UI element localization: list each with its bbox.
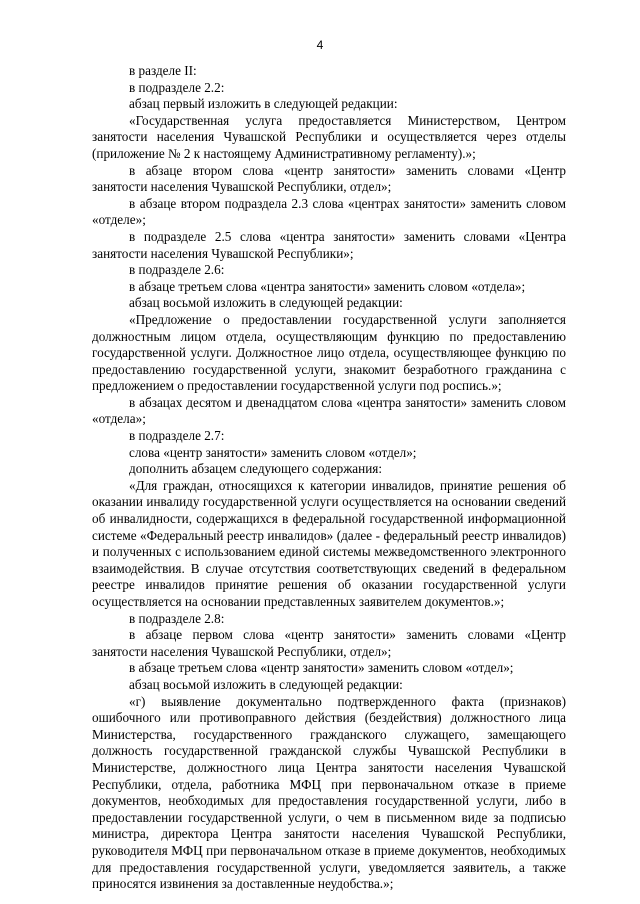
paragraph: «г) выявление документально подтвержденного факта (признаков) ошибочного или противоправного действия (бездействия) должностного лица Министерства, государственного гражданского служащего, замещающего должность государственной гражданской службы Чувашской Республики в Министерстве, должностного лица Центра занятости населения Чувашской Республики, отдела, работника МФЦ при первоначальном отказе в приеме документов, необходимых для предоставления государственной услуги, либо в предоставлении государственной услуги, о чем в письменном виде за подписью министра, директора Центра занятости населения Чувашской Республики, руководителя МФЦ при первоначальном отказе в приеме документов, необходимых для предоставления государственной услуги, уведомляется заявитель, а также приносятся извинения за доставленные неудобства.»; (92, 693, 566, 892)
paragraph: в абзаце первом слова «центр занятости» заменить словами «Центр занятости населения Чувашской Республики, отдел»; (92, 627, 566, 659)
paragraph: в абзацах десятом и двенадцатом слова «центра занятости» заменить словом «отдела»; (92, 394, 566, 427)
paragraph: «Государственная услуга предоставляется Министерством, Центром занятости населения Чувашской Республики и осуществляется через отделы (приложение № 2 к настоящему Административному регламенту).»; (92, 112, 566, 161)
paragraph: в подразделе 2.7: (129, 428, 225, 444)
paragraph: в абзаце втором слова «центр занятости» заменить словами «Центр занятости населения Чувашской Республики, отдел»; (92, 162, 566, 195)
paragraph: «Для граждан, относящихся к категории инвалидов, принятие решения об оказании инвалиду государственной услуги осуществляется на основании сведений об инвалидности, содержащихся в федеральной государственной информационной системе «Федеральный реестр инвалидов» (далее - федеральный реестр инвалидов) и полученных с использованием единой системы межведомственного электронного взаимодействия. В случае отсутствия соответствующих сведений в федеральном реестре инвалидов принятие решения об оказании государственной услуги осуществляется на основании представленных заявителем документов.»; (92, 477, 566, 609)
paragraph: в подразделе 2.5 слова «центра занятости» заменить словами «Центра занятости населения Чувашской Республики»; (92, 228, 566, 261)
paragraph: слова «центр занятости» заменить словом «отдел»; (129, 444, 417, 460)
paragraph: дополнить абзацем следующего содержания: (129, 461, 383, 477)
paragraph: в абзаце третьем слова «центр занятости» заменить словом «отдел»; (129, 660, 514, 676)
paragraph: в подразделе 2.8: (129, 610, 225, 626)
paragraph: в разделе II: (129, 63, 197, 78)
paragraph: в подразделе 2.6: (129, 262, 225, 278)
paragraph: в подразделе 2.2: (129, 79, 225, 95)
paragraph: абзац восьмой изложить в следующей редакции: (129, 676, 403, 692)
paragraph: «Предложение о предоставлении государственной услуги заполняется должностным лицом отдела, осуществляющим функцию по предоставлению государственной услуги. Должностное лицо отдела, осуществляющее функцию по предоставлению государственной услуги, знакомит безработного гражданина с предложением о предоставлении государственной услуги под роспись.»; (92, 311, 566, 394)
page-number: 4 (316, 38, 324, 52)
paragraph: абзац восьмой изложить в следующей редакции: (129, 295, 403, 311)
document-body (92, 63, 566, 893)
paragraph: абзац первый изложить в следующей редакции: (129, 96, 398, 112)
paragraph: в абзаце втором подраздела 2.3 слова «центрах занятости» заменить словом «отделе»; (92, 195, 566, 228)
paragraph: в абзаце третьем слова «центра занятости» заменить словом «отдела»; (129, 278, 526, 294)
